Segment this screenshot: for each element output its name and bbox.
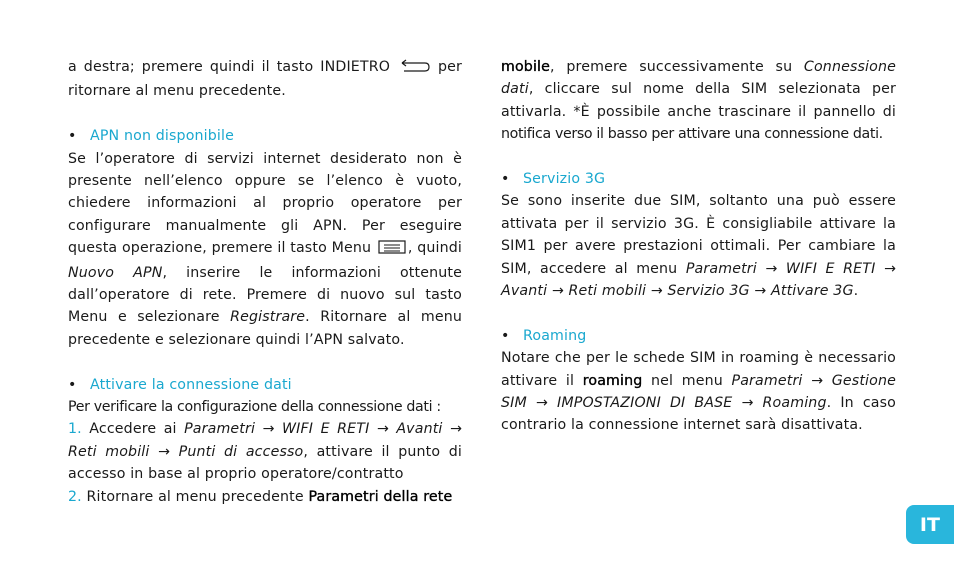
intro-text: a destra; premere quindi il tasto INDIETRO xyxy=(68,59,398,75)
cont-text-1: , premere successivamente su xyxy=(550,59,804,75)
apn-text-4: . Ritornare al menu precedente e selezionare quindi l’APN salvato. xyxy=(68,309,462,348)
apn-text-1: Se l’operatore di servizi internet desiderato non è presente nell’elenco oppure se l’elenco è vuoto, chiedere informazioni al proprio operatore per configurare manualmente gli APN. Per eseguire questa operazione, premere il tasto Menu xyxy=(68,150,462,257)
bullet: • xyxy=(501,171,510,188)
step-2 xyxy=(68,486,462,508)
bullet: • xyxy=(68,376,77,393)
bullet: • xyxy=(68,128,77,145)
roaming-text-1: Notare che per le schede SIM in roaming è necessario attivare il xyxy=(501,350,896,389)
cont-text-3: notifica verso il basso per attivare una connessione dati. xyxy=(501,126,883,143)
step-text-end: , attivare il punto di accesso in base al proprio operatore/contratto xyxy=(68,443,462,483)
language-badge: IT xyxy=(906,505,954,544)
apn-text-2: , quindi xyxy=(407,240,462,257)
3g-paragraph xyxy=(501,190,896,302)
roaming-text-3: . In caso contrario la connessione internet sarà disattivata. xyxy=(501,395,897,434)
section-heading: Servizio 3G xyxy=(523,171,606,188)
section-heading: Attivare la connessione dati xyxy=(90,376,292,393)
attivare-intro: Per verificare la configurazione della connessione dati : xyxy=(68,399,441,416)
intro-text-end: per ritornare al menu precedente. xyxy=(68,59,462,100)
3g-heading xyxy=(501,168,896,190)
step-bold-term: Parametri della rete xyxy=(308,488,453,505)
step-menu-path: Parametri → WIFI E RETI → Avanti → Reti mobili → Punti di accesso xyxy=(68,421,462,460)
cont-text-2: , cliccare sul nome della SIM selezionata per attivarla. *È possibile anche trascinare il pannello di xyxy=(501,81,896,120)
roaming-text-2: nel menu xyxy=(642,372,732,389)
continuation-paragraph xyxy=(501,56,896,146)
right-column xyxy=(501,56,896,437)
3g-menu-path: Parametri → WIFI E RETI → Avanti → Reti mobili → Servizio 3G → Attivare 3G xyxy=(501,260,896,300)
cont-menu-path: Connessione dati xyxy=(501,59,896,98)
section-heading: Roaming xyxy=(523,327,587,344)
roaming-heading xyxy=(501,325,896,347)
3g-text-end: . xyxy=(853,283,859,300)
section-heading: APN non disponibile xyxy=(90,128,234,145)
bullet: • xyxy=(501,327,510,344)
apn-heading xyxy=(68,125,462,147)
bold-term: roaming xyxy=(582,372,643,389)
apn-paragraph xyxy=(68,148,462,352)
roaming-menu-path: Parametri → Gestione SIM → IMPOSTAZIONI DI BASE → Roaming xyxy=(501,372,896,412)
step-number: 2. xyxy=(68,488,82,505)
back-key-icon xyxy=(397,58,431,80)
step-text: Ritornare al menu precedente xyxy=(81,488,309,505)
3g-text: Se sono inserite due SIM, soltanto una può essere attivata per il servizio 3G. È consigliabile attivare la SIM1 per avere prestazioni ottimali. Per cambiare la SIM, accedere al menu xyxy=(501,193,896,277)
apn-registrare: Registrare xyxy=(230,309,306,326)
roaming-paragraph xyxy=(501,347,896,437)
step-text: Accedere ai xyxy=(81,421,185,438)
apn-menu-path: Nuovo APN xyxy=(68,264,163,281)
left-column xyxy=(68,56,462,508)
intro-paragraph xyxy=(68,56,462,103)
attivare-heading xyxy=(68,374,462,396)
step-1 xyxy=(68,418,462,485)
step-number: 1. xyxy=(68,421,82,438)
menu-key-icon xyxy=(376,239,408,261)
apn-text-3: , inserire le informazioni ottenute dall’operatore di rete. Premere di nuovo sul tasto Menu e selezionare xyxy=(68,264,462,326)
bold-term: mobile xyxy=(501,59,551,75)
